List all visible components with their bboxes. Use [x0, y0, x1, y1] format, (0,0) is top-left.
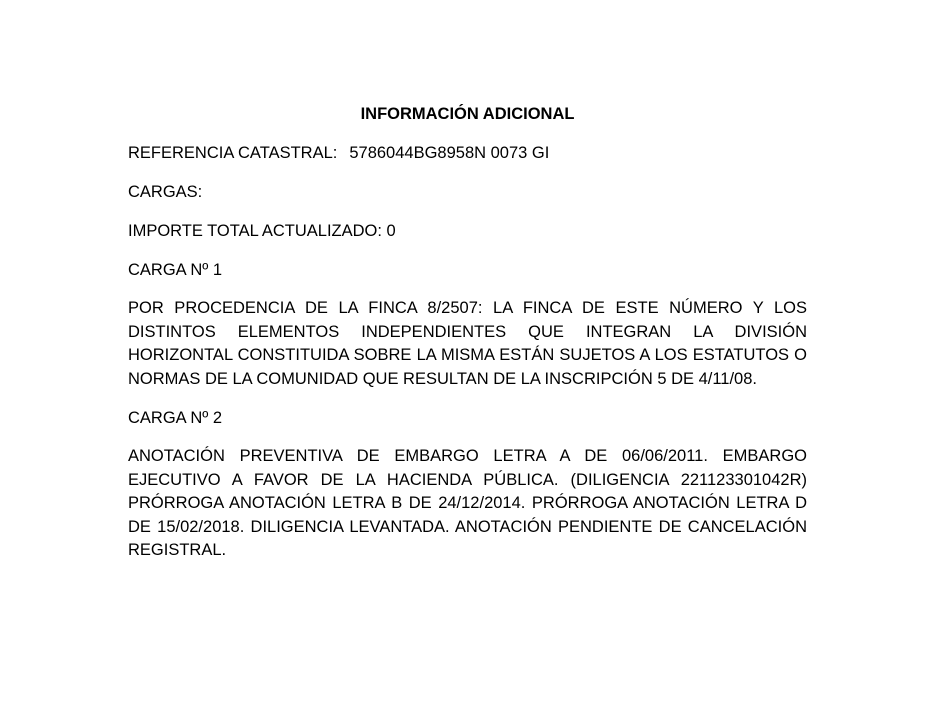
carga-1-heading: CARGA Nº 1 — [128, 261, 223, 279]
carga-1-text: POR PROCEDENCIA DE LA FINCA 8/2507: LA FINCA DE ESTE NÚMERO Y LOS DISTINTOS ELEMENTOS INDEPENDIENTES QUE INTEGRAN LA DIVISIÓN HORIZONTAL CONSTITUIDA SOBRE LA MISMA ESTÁN SUJETOS A LOS ESTATUTOS O NORMAS DE LA COMUNIDAD QUE RESULTAN DE LA INSCRIPCIÓN 5 DE 4/11/08. — [128, 299, 807, 388]
referencia-catastral-label: REFERENCIA CATASTRAL: — [128, 144, 338, 162]
referencia-catastral-row — [128, 143, 807, 163]
document-title: INFORMACIÓN ADICIONAL — [360, 105, 575, 123]
carga-2-heading: CARGA Nº 2 — [128, 409, 223, 427]
referencia-catastral-value: 5786044BG8958N 0073 GI — [349, 144, 550, 162]
carga-2-text: ANOTACIÓN PREVENTIVA DE EMBARGO LETRA A DE 06/06/2011. EMBARGO EJECUTIVO A FAVOR DE LA HACIENDA PÚBLICA. (DILIGENCIA 221123301042R) PRÓRROGA ANOTACIÓN LETRA B DE 24/12/2014. PRÓRROGA ANOTACIÓN LETRA D DE 15/02/2018. DILIGENCIA LEVANTADA. ANOTACIÓN PENDIENTE DE CANCELACIÓN REGISTRAL. — [128, 447, 807, 559]
cargas-label: CARGAS: — [128, 183, 203, 201]
importe-total: IMPORTE TOTAL ACTUALIZADO: 0 — [128, 222, 396, 240]
document-body — [128, 104, 807, 580]
